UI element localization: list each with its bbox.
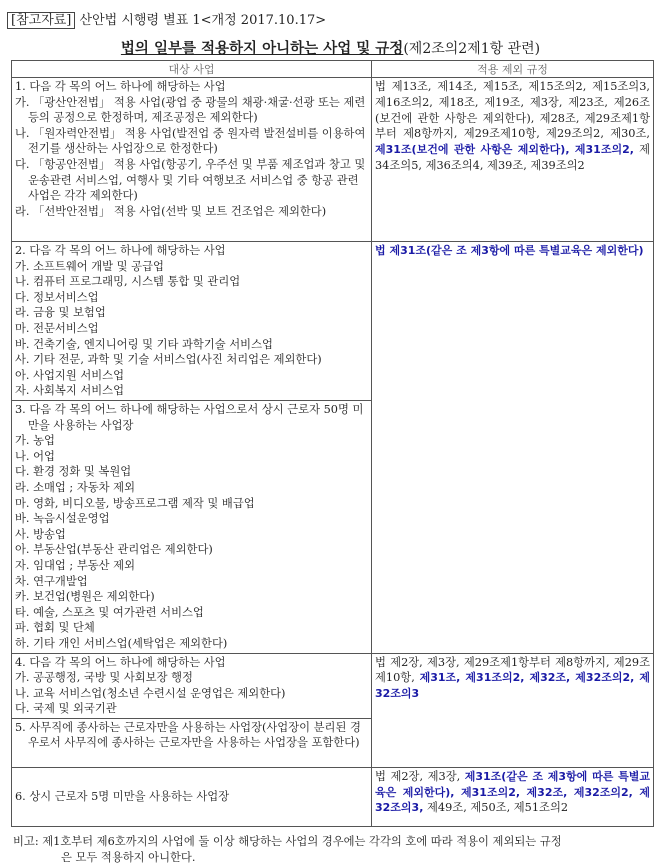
scope-cell-3 (372, 653, 654, 767)
table-row (12, 78, 654, 242)
title-main: 법의 일부를 적용하지 아니하는 사업 및 규정 (120, 41, 404, 57)
business-cell-3 (12, 401, 372, 654)
list-item: 가. 농업 (15, 434, 55, 448)
business-cell-2 (12, 242, 372, 401)
business-cell-5 (12, 718, 372, 767)
table-row (12, 242, 654, 401)
highlighted-provision: 제31조(보건에 관한 사항은 제외한다), 제31조의2, (375, 143, 634, 157)
list-item: 가. 소프트웨어 개발 및 공급업 (15, 259, 164, 273)
row-heading: 5. 사무직에 종사하는 근로자만을 사용하는 사업장(사업장이 분리된 경우로서 사무직에 종사하는 근로자만을 사용하는 사업장을 포함한다) (15, 720, 361, 750)
scope-cell-2 (372, 242, 654, 654)
provision-text: 제49조, 제50조, 제51조의2 (423, 801, 569, 815)
scope-cell-1 (372, 78, 654, 242)
row-heading: 4. 다음 각 목의 어느 하나에 해당하는 사업 (15, 655, 226, 669)
list-item: 차. 연구개발업 (15, 574, 88, 588)
title-sub: (제2조의2제1항 관련) (403, 41, 541, 57)
footnote-line-2: 은 모두 적용하지 아니한다. (61, 851, 196, 864)
list-item: 다. 「항공안전법」 적용 사업(항공기, 우주선 및 부품 제조업과 창고 및 운송관련 서비스업, 여행사 및 기타 여행보조 서비스업 중 항공 관련 사업은 각각 제외한다) (15, 157, 366, 203)
list-item: 나. 「원자력안전법」 적용 사업(발전업 중 원자력 발전설비를 이용하여 전기를 생산하는 사업장으로 한정한다) (15, 126, 366, 156)
business-cell-4 (12, 653, 372, 718)
list-item: 타. 예술, 스포츠 및 여가관련 서비스업 (15, 605, 204, 619)
header-excluded-provisions: 적용 제외 규정 (372, 61, 654, 78)
list-item: 마. 전문서비스업 (15, 321, 99, 335)
list-item: 나. 컴퓨터 프로그래밍, 시스템 통합 및 관리업 (15, 275, 241, 289)
row-heading: 2. 다음 각 목의 어느 하나에 해당하는 사업 (15, 244, 226, 257)
table-row (12, 653, 654, 718)
highlighted-provision: 제31조(같은 조 제3항에 따른 특별교육은 제외한다), 제31조의2, 제32조, 제32조의2, 제32조의3, (375, 769, 650, 815)
business-cell-1 (12, 78, 372, 242)
row-heading: 1. 다음 각 목의 어느 하나에 해당하는 사업 (15, 80, 226, 93)
scope-cell-4 (372, 767, 654, 826)
list-item: 사. 방송업 (15, 527, 66, 541)
reference-header (7, 9, 326, 28)
list-item: 다. 환경 정화 및 복원업 (15, 465, 132, 479)
list-item: 아. 사업지원 서비스업 (15, 368, 124, 382)
list-item: 자. 임대업 ; 부동산 제외 (15, 558, 135, 572)
row-heading: 6. 상시 근로자 5명 미만을 사용하는 사업장 (15, 790, 230, 804)
list-item: 가. 공공행정, 국방 및 사회보장 행정 (15, 671, 193, 685)
list-item: 다. 정보서비스업 (15, 290, 99, 304)
provision-text: 법 제2장, 제3장, 제29조제1항부터 제8항까지, 제29조제10항, (375, 655, 650, 685)
row-heading: 3. 다음 각 목의 어느 하나에 해당하는 사업으로서 상시 근로자 50명 미만을 사용하는 사업장 (15, 403, 364, 432)
provision-text: 법 제2장, 제3장, (375, 769, 465, 783)
footnote (13, 834, 655, 866)
list-item: 라. 금융 및 보험업 (15, 306, 106, 320)
list-item: 나. 교육 서비스업(청소년 수련시설 운영업은 제외한다) (15, 686, 286, 700)
exemption-table (11, 60, 654, 827)
table-row (12, 767, 654, 826)
highlighted-provision: 제31조, 제31조의2, 제32조, 제32조의2, 제32조의3 (375, 671, 650, 701)
list-item: 바. 녹음시설운영업 (15, 512, 110, 526)
list-item: 사. 기타 전문, 과학 및 기술 서비스업(사진 처리업은 제외한다) (15, 353, 322, 367)
page-title (0, 37, 661, 58)
list-item: 카. 보건업(병원은 제외한다) (15, 590, 155, 604)
list-item: 바. 건축기술, 엔지니어링 및 기타 과학기술 서비스업 (15, 337, 273, 351)
provision-text: 법 제13조, 제14조, 제15조, 제15조의2, 제15조의3, 제16조의2, 제18조, 제19조, 제3장, 제23조, 제26조(보건에 관한 사항은 제외한다), 제28조, 제29조제1항부터 제8항까지, 제29조제10항, 제29조의2, 제30조, (375, 80, 650, 141)
list-item: 파. 협회 및 단체 (15, 621, 95, 635)
footnote-line-1: 비고: 제1호부터 제6호까지의 사업에 둘 이상 해당하는 사업의 경우에는 각각의 호에 따라 적용이 제외되는 규정 (13, 835, 562, 848)
list-item: 나. 어업 (15, 449, 55, 463)
list-item: 다. 국제 및 외국기관 (15, 702, 117, 716)
reference-text: 산안법 시행령 별표 1<개정 2017.10.17> (79, 13, 327, 28)
list-item: 라. 「선박안전법」 적용 사업(선박 및 보트 건조업은 제외한다) (15, 204, 327, 218)
list-item: 라. 소매업 ; 자동차 제외 (15, 480, 135, 494)
list-item: 가. 「광산안전법」 적용 사업(광업 중 광물의 채광·채굴·선광 또는 제련 등의 공정으로 한정하며, 제조공정은 제외한다) (15, 95, 366, 125)
reference-tag: [참고자료] (7, 12, 75, 29)
business-cell-6 (12, 767, 372, 826)
list-item: 하. 기타 개인 서비스업(세탁업은 제외한다) (15, 636, 228, 650)
provision-text: 제34조의5, 제36조의4, 제39조, 제39조의2 (375, 143, 650, 172)
list-item: 마. 영화, 비디오물, 방송프로그램 제작 및 배급업 (15, 496, 255, 510)
list-item: 자. 사회복지 서비스업 (15, 384, 124, 398)
table-header-row (12, 61, 654, 78)
header-target-business: 대상 사업 (12, 61, 372, 78)
list-item: 아. 부동산업(부동산 관리업은 제외한다) (15, 543, 213, 557)
highlighted-provision: 법 제31조(같은 조 제3항에 따른 특별교육은 제외한다) (375, 244, 644, 257)
